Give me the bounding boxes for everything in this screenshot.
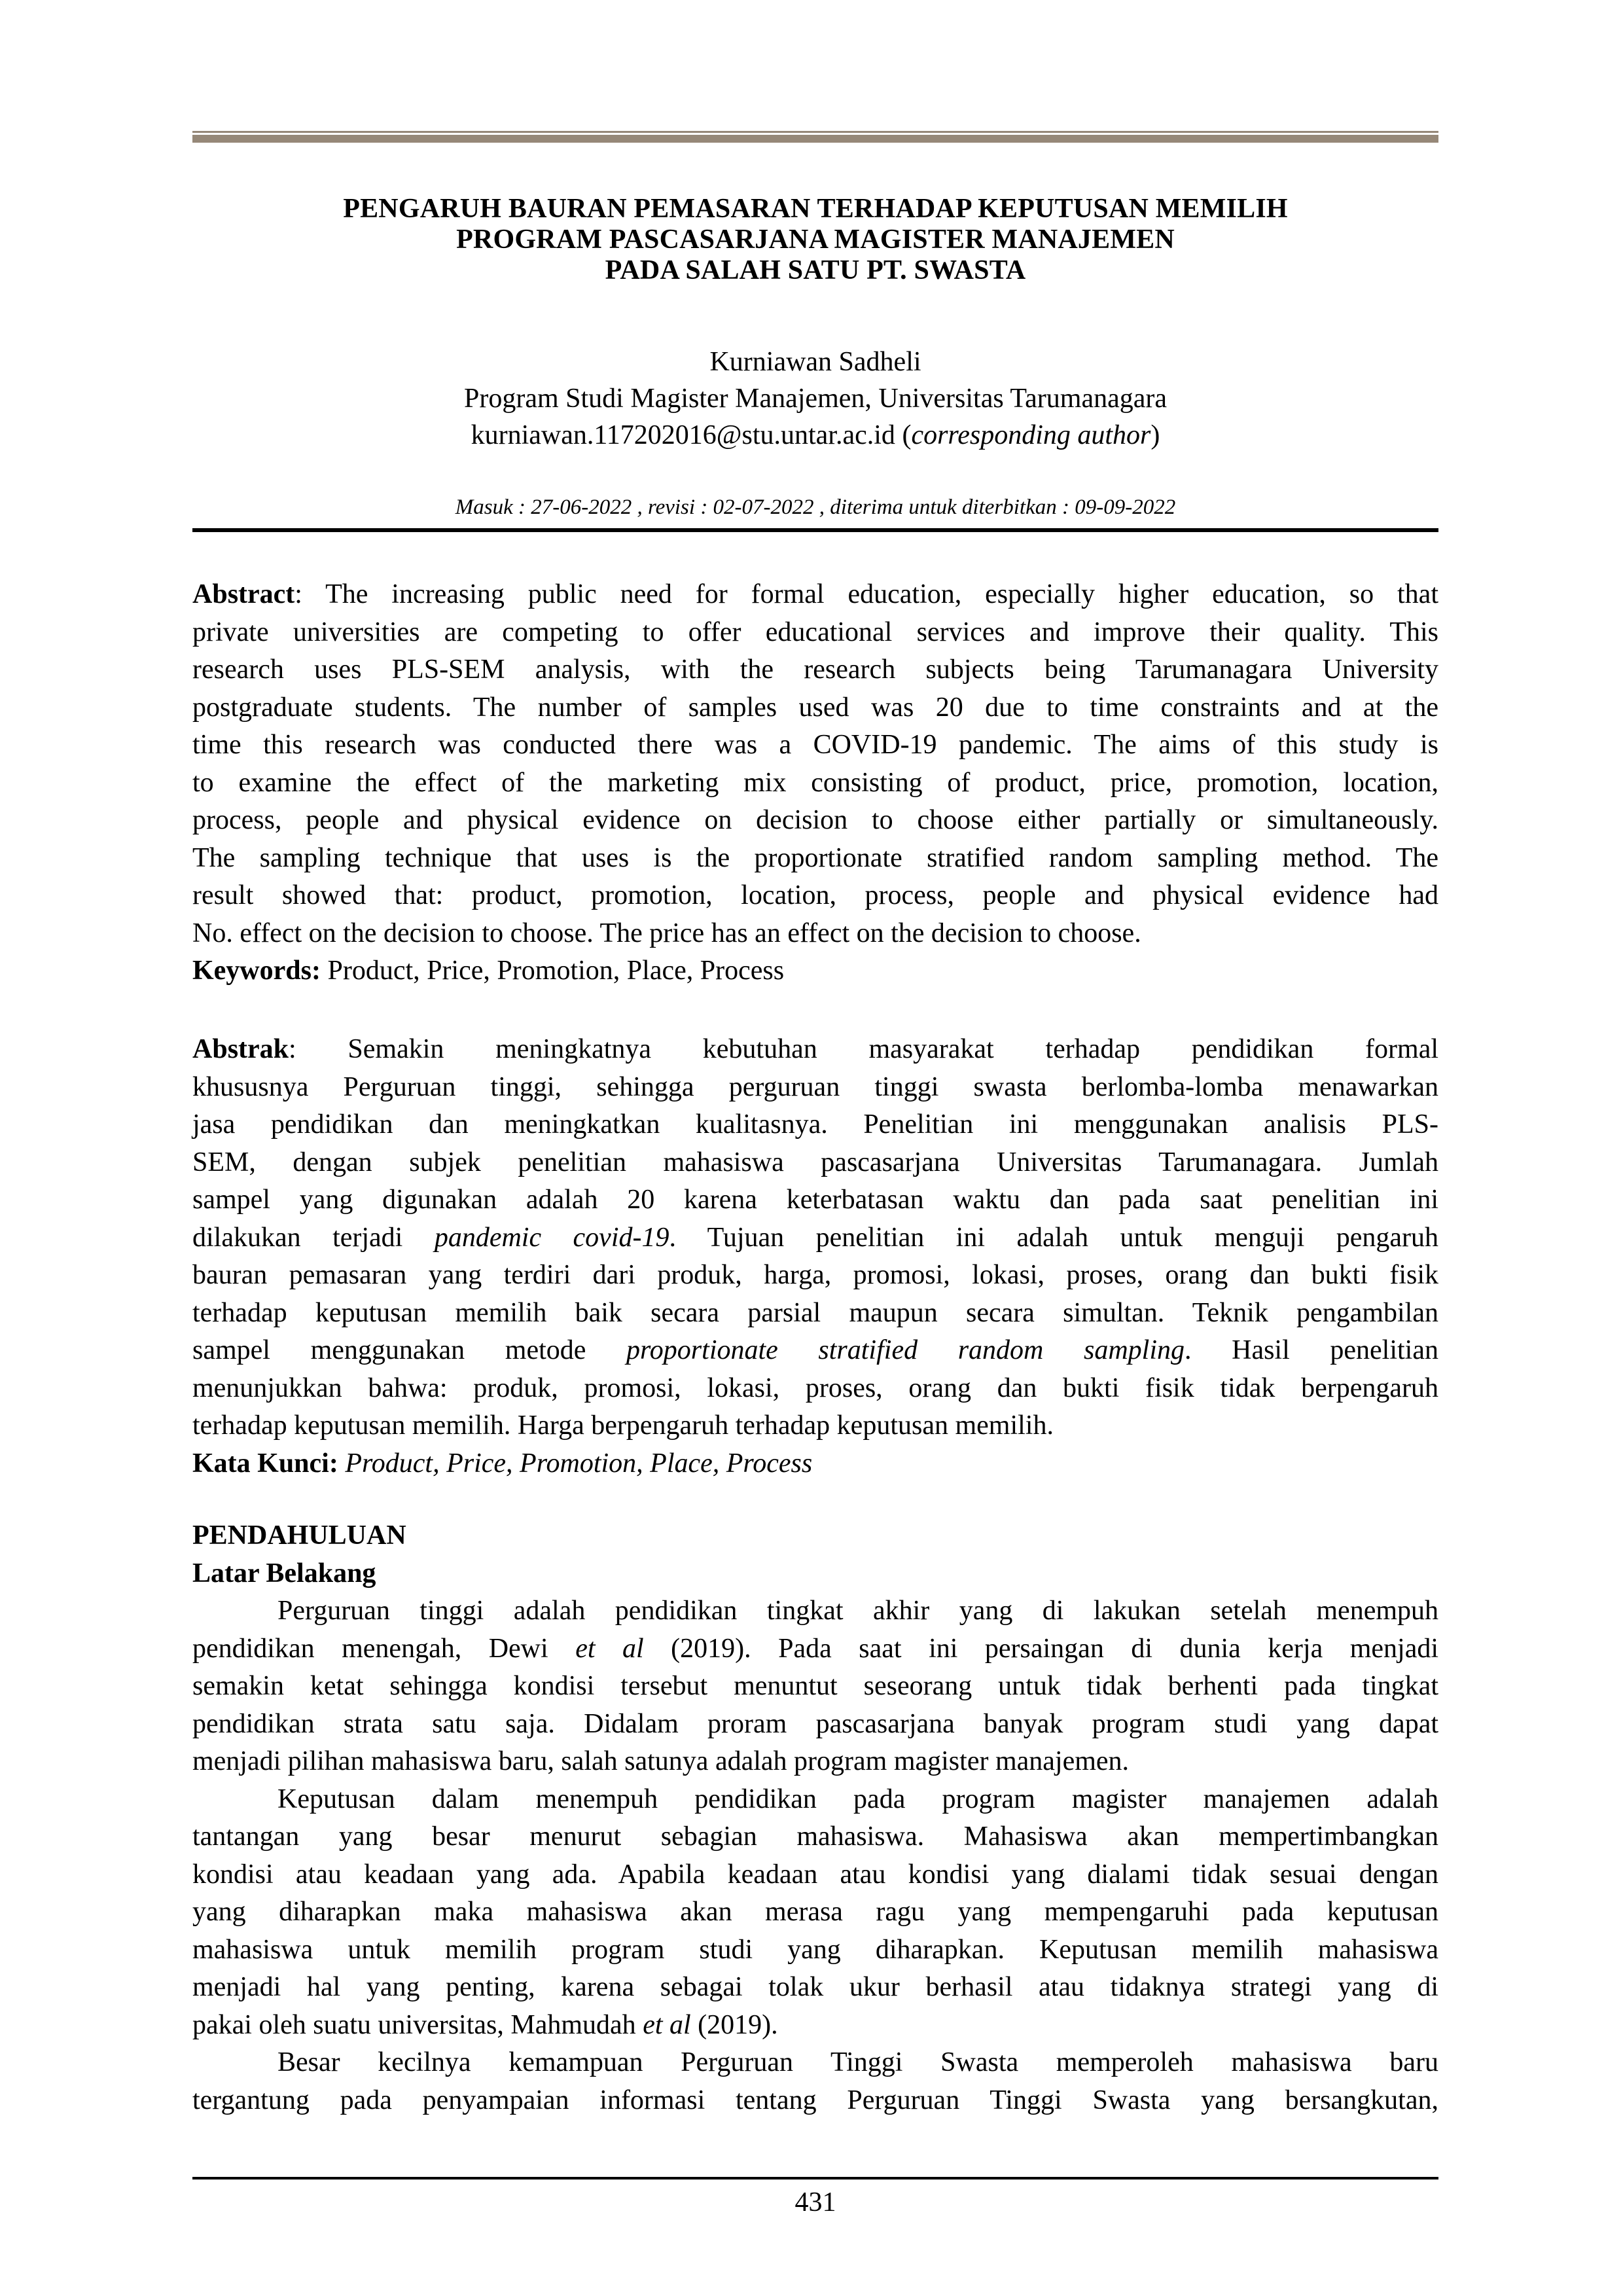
paragraph-line: Besar kecilnya kemampuan Perguruan Tinggi Swasta memperoleh mahasiswa baru [277, 2047, 1438, 2077]
dates-divider [192, 528, 1438, 532]
abstract-line: result showed that: product, promotion, location, process, people and physical evidence had [192, 880, 1438, 910]
footer-divider [192, 2177, 1438, 2179]
paragraph-line: tantangan yang besar menurut sebagian mahasiswa. Mahasiswa akan mempertimbangkan [192, 1821, 1438, 1852]
subsection-heading: Latar Belakang [192, 1558, 376, 1588]
paragraph-line: Perguruan tinggi adalah pendidikan tingkat akhir yang di lakukan setelah menempuh [277, 1596, 1438, 1626]
paragraph-line: yang diharapkan maka mahasiswa akan merasa ragu yang mempengaruhi pada keputusan [192, 1897, 1438, 1927]
title-line: PENGARUH BAURAN PEMASARAN TERHADAP KEPUTUSAN MEMILIH [343, 194, 1288, 224]
header-rule-thin [192, 131, 1438, 133]
paragraph-line: pendidikan strata satu saja. Didalam proram pascasarjana banyak program studi yang dapat [192, 1708, 1438, 1739]
abstract-indonesian [192, 1031, 1438, 1482]
paragraph-line: menjadi pilihan mahasiswa baru, salah satunya adalah program magister manajemen. [192, 1746, 1130, 1776]
keywords-list: Product, Price, Promotion, Place, Process [320, 956, 785, 986]
author-name: Kurniawan Sadheli [709, 347, 921, 377]
abstrak-line: sampel menggunakan metode proportionate stratified random sampling. Hasil penelitian [192, 1335, 1438, 1365]
page-number: 431 [794, 2187, 836, 2217]
paragraph-line: pendidikan menengah, Dewi et al (2019). Pada saat ini persaingan di dunia kerja menjadi [192, 1633, 1439, 1664]
abstract-line: private universities are competing to offer educational services and improve their quality. This [192, 617, 1438, 647]
abstract-line: postgraduate students. The number of samples used was 20 due to time constraints and at the [192, 692, 1438, 723]
abstract-line: Abstract: The increasing public need for formal education, especially higher education, so that [192, 579, 1438, 609]
abstract-line: to examine the effect of the marketing mix consisting of product, price, promotion, location, [192, 767, 1438, 798]
abstrak-line: terhadap keputusan memilih baik secara parsial maupun secara simultan. Teknik pengambilan [192, 1297, 1438, 1328]
abstract-label: Abstract [192, 579, 295, 609]
paragraph-line: mahasiswa untuk memilih program studi yang diharapkan. Keputusan memilih mahasiswa [192, 1934, 1438, 1965]
keywords-line [192, 952, 1438, 990]
kata-kunci-label: Kata Kunci: [192, 1448, 338, 1479]
abstrak-line: terhadap keputusan memilih. Harga berpengaruh terhadap keputusan memilih. [192, 1410, 1054, 1441]
keywords-label: Keywords: [192, 956, 321, 986]
abstrak-line: SEM, dengan subjek penelitian mahasiswa pascasarjana Universitas Tarumanagara. Jumlah [192, 1147, 1438, 1177]
abstract-line: No. effect on the decision to choose. The price has an effect on the decision to choose. [192, 918, 1141, 948]
kata-kunci-list: Product, Price, Promotion, Place, Process [338, 1448, 813, 1479]
paragraph-line: menjadi hal yang penting, karena sebagai tolak ukur berhasil atau tidaknya strategi yang di [192, 1972, 1438, 2002]
paragraph-line: Keputusan dalam menempuh pendidikan pada program magister manajemen adalah [277, 1784, 1438, 1814]
introduction-section [192, 1517, 1438, 2119]
abstract-line: process, people and physical evidence on decision to choose either partially or simultaneously. [192, 805, 1438, 835]
paragraph-line: semakin ketat sehingga kondisi tersebut menuntut seseorang untuk tidak berhenti pada tingkat [192, 1671, 1438, 1701]
abstrak-line: bauran pemasaran yang terdiri dari produk, harga, promosi, lokasi, proses, orang dan bukti fisik [192, 1260, 1438, 1290]
abstrak-line: Abstrak: Semakin meningkatnya kebutuhan masyarakat terhadap pendidikan formal [192, 1034, 1438, 1064]
abstract-english [192, 576, 1438, 990]
author-contact: kurniawan.117202016@stu.untar.ac.id (corresponding author) [471, 420, 1160, 450]
abstrak-label: Abstrak [192, 1034, 289, 1064]
abstrak-line: menunjukkan bahwa: produk, promosi, lokasi, proses, orang dan bukti fisik tidak berpengaruh [192, 1372, 1438, 1403]
abstrak-line: dilakukan terjadi pandemic covid-19. Tujuan penelitian ini adalah untuk menguji pengaruh [192, 1222, 1438, 1253]
author-email[interactable]: kurniawan.117202016@stu.untar.ac.id [471, 420, 895, 450]
section-heading: PENDAHULUAN [192, 1520, 406, 1551]
author-affiliation: Program Studi Magister Manajemen, Universitas Tarumanagara [464, 384, 1167, 414]
author-block [192, 344, 1438, 454]
abstract-line: time this research was conducted there was a COVID-19 pandemic. The aims of this study is [192, 730, 1438, 760]
abstrak-line: sampel yang digunakan adalah 20 karena keterbatasan waktu dan pada saat penelitian ini [192, 1185, 1438, 1215]
title-line: PADA SALAH SATU PT. SWASTA [605, 255, 1026, 285]
abstract-line: The sampling technique that uses is the proportionate stratified random sampling method. The [192, 842, 1438, 873]
kata-kunci-line [192, 1445, 1438, 1483]
paragraph-line: tergantung pada penyampaian informasi tentang Perguruan Tinggi Swasta yang bersangkutan, [192, 2085, 1438, 2115]
abstrak-line: khususnya Perguruan tinggi, sehingga perguruan tinggi swasta berlomba-lomba menawarkan [192, 1071, 1438, 1102]
corresponding-author-note: corresponding author [911, 420, 1151, 450]
paragraph-line: kondisi atau keadaan yang ada. Apabila keadaan atau kondisi yang dialami tidak sesuai dengan [192, 1859, 1438, 1890]
title-line: PROGRAM PASCASARJANA MAGISTER MANAJEMEN [456, 224, 1175, 255]
submission-dates: Masuk : 27-06-2022 , revisi : 02-07-2022 , diterima untuk diterbitkan : 09-09-2022 [455, 495, 1176, 519]
header-rule-thick [192, 135, 1438, 143]
abstract-line: research uses PLS-SEM analysis, with the research subjects being Tarumanagara University [192, 655, 1438, 685]
abstrak-line: jasa pendidikan dan meningkatkan kualitasnya. Penelitian ini menggunakan analisis PLS- [192, 1109, 1438, 1139]
paragraph-line: pakai oleh suatu universitas, Mahmudah et al (2019). [192, 2009, 778, 2040]
paper-title [192, 194, 1438, 286]
